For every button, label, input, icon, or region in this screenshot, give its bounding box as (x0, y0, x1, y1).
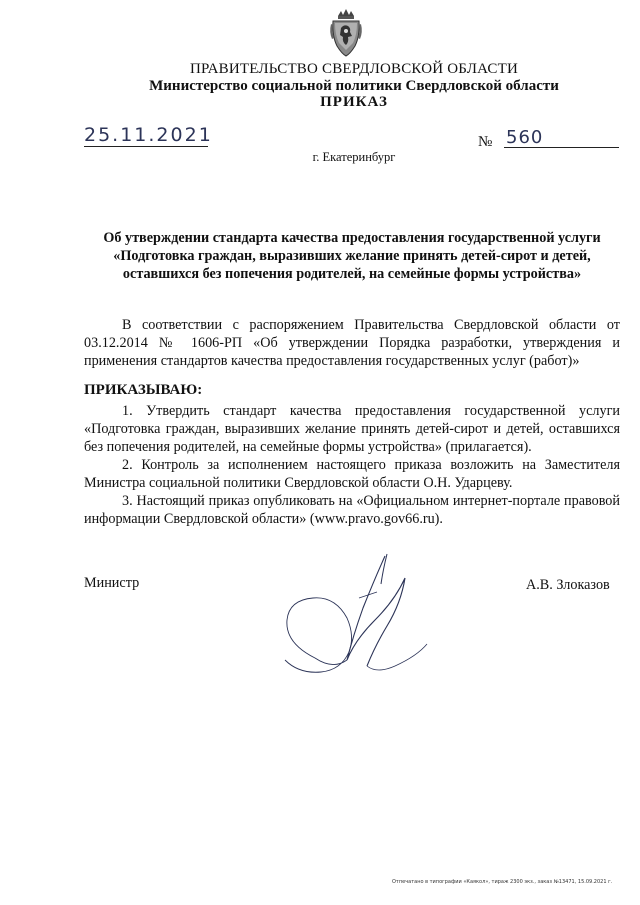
date-underline (84, 146, 208, 147)
title-line: «Подготовка граждан, выразивших желание принять детей-сирот и детей, (113, 248, 591, 264)
order-item: 1. Утвердить стандарт качества предоставления государственной услуги «Подготовка граждан, выразивших желание принять детей-сирот и детей, оставшихся без попечения родителей, на семейные формы устройства» (прилагается). (84, 403, 620, 455)
document-title (84, 229, 620, 283)
handwritten-date: 25.11.2021 (84, 124, 213, 146)
number-underline (504, 147, 619, 148)
print-note: Отпечатано в типографии «Каякол», тираж 2300 экз., заказ №13471, 15.09.2021 г. (392, 879, 613, 885)
intro-text: В соответствии с распоряжением Правительства Свердловской области от 03.12.2014 № 1606-РП «Об утверждении Порядка разработки, утверждения и применения стандартов качества предоставления государственных услуг (работ)» (84, 317, 620, 369)
government-name: ПРАВИТЕЛЬСТВО СВЕРДЛОВСКОЙ ОБЛАСТИ (189, 61, 519, 77)
coat-of-arms-emblem (329, 6, 363, 58)
city: г. Екатеринбург (312, 150, 396, 164)
intro-paragraph (84, 316, 620, 370)
ministry-name: Министерство социальной политики Свердловской области (149, 78, 559, 94)
order-items (84, 402, 620, 528)
order-item: 2. Контроль за исполнением настоящего приказа возложить на Заместителя Министра социальной политики Свердловской области О.Н. Ударцеву. (84, 457, 620, 491)
order-word: ПРИКАЗЫВАЮ: (84, 382, 203, 398)
handwritten-number: 560 (506, 127, 544, 148)
title-line: оставшихся без попечения родителей, на семейные формы устройства» (122, 266, 582, 282)
title-line: Об утверждении стандарта качества предоставления государственной услуги (103, 230, 601, 246)
order-item: 3. Настоящий приказ опубликовать на «Официальном интернет-портале правовой информации Свердловской области» (www.pravo.gov66.ru). (84, 493, 620, 527)
document-type: ПРИКАЗ (320, 94, 388, 110)
handwritten-signature (255, 548, 445, 683)
signer-name: А.В. Злоказов (526, 577, 610, 593)
number-label: № (478, 134, 493, 150)
signer-position: Министр (84, 575, 140, 591)
